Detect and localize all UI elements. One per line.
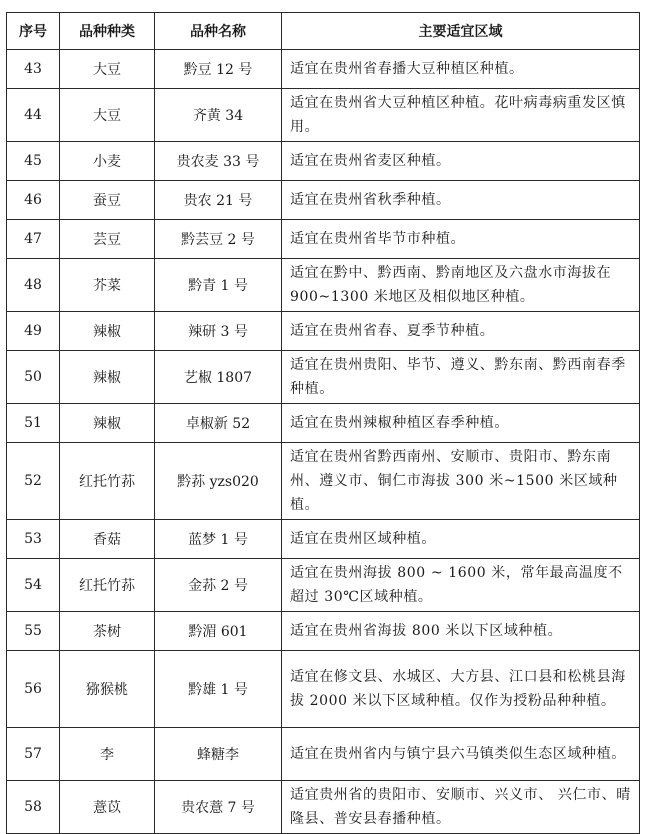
- variety-name-cell: 黔芸豆 2 号: [155, 220, 282, 259]
- suitable-region-cell: 适宜在黔中、黔西南、黔南地区及六盘水市海拔在 900~1300 米地区及相似地区种植。: [282, 259, 640, 312]
- variety-type-cell: 芥菜: [60, 259, 155, 312]
- suitable-region-cell: 适宜在贵州省内与镇宁县六马镇类似生态区域种植。: [282, 728, 640, 781]
- table-row: [7, 142, 640, 181]
- variety-type-cell: 小麦: [60, 142, 155, 181]
- variety-name-cell: 辣研 3 号: [155, 312, 282, 351]
- suitable-region-cell: 适宜在贵州省黔西南州、安顺市、贵阳市、黔东南州、遵义市、铜仁市海拔 300 米~1500 米区域种植。: [282, 443, 640, 520]
- suitable-region-cell: 适宜在贵州省秋季种植。: [282, 181, 640, 220]
- variety-name-cell: 黔湄 601: [155, 612, 282, 651]
- crop-variety-table: [6, 12, 640, 834]
- table-row: [7, 259, 640, 312]
- variety-type-cell: 红托竹荪: [60, 559, 155, 612]
- variety-type-cell: 猕猴桃: [60, 651, 155, 728]
- variety-type-cell: 大豆: [60, 50, 155, 89]
- table-row: [7, 181, 640, 220]
- variety-name-cell: 卓椒新 52: [155, 404, 282, 443]
- suitable-region-cell: 适宜在贵州省大豆种植区种植。花叶病毒病重发区慎用。: [282, 89, 640, 142]
- header-variety-name: 品种名称: [155, 13, 282, 50]
- table-header-row: [7, 13, 640, 50]
- table-row: [7, 520, 640, 559]
- header-serial-number: 序号: [7, 13, 60, 50]
- table-row: [7, 404, 640, 443]
- serial-number-cell: 56: [7, 651, 60, 728]
- serial-number-cell: 47: [7, 220, 60, 259]
- variety-name-cell: 蓝梦 1 号: [155, 520, 282, 559]
- variety-type-cell: 辣椒: [60, 404, 155, 443]
- serial-number-cell: 52: [7, 443, 60, 520]
- variety-type-cell: 辣椒: [60, 351, 155, 404]
- variety-type-cell: 红托竹荪: [60, 443, 155, 520]
- variety-name-cell: 齐黄 34: [155, 89, 282, 142]
- variety-name-cell: 金荪 2 号: [155, 559, 282, 612]
- table-row: [7, 50, 640, 89]
- table-row: [7, 651, 640, 728]
- variety-type-cell: 薏苡: [60, 781, 155, 834]
- variety-type-cell: 蚕豆: [60, 181, 155, 220]
- table-row: [7, 559, 640, 612]
- serial-number-cell: 53: [7, 520, 60, 559]
- table-row: [7, 89, 640, 142]
- variety-name-cell: 贵农薏 7 号: [155, 781, 282, 834]
- variety-name-cell: 黔荪 yzs020: [155, 443, 282, 520]
- serial-number-cell: 49: [7, 312, 60, 351]
- header-variety-type: 品种种类: [60, 13, 155, 50]
- variety-type-cell: 芸豆: [60, 220, 155, 259]
- variety-name-cell: 贵农麦 33 号: [155, 142, 282, 181]
- table-row: [7, 443, 640, 520]
- suitable-region-cell: 适宜在贵州省海拔 800 米以下区域种植。: [282, 612, 640, 651]
- variety-name-cell: 贵农 21 号: [155, 181, 282, 220]
- table-row: [7, 351, 640, 404]
- variety-type-cell: 李: [60, 728, 155, 781]
- variety-type-cell: 辣椒: [60, 312, 155, 351]
- variety-type-cell: 茶树: [60, 612, 155, 651]
- serial-number-cell: 54: [7, 559, 60, 612]
- suitable-region-cell: 适宜在贵州辣椒种植区春季种植。: [282, 404, 640, 443]
- suitable-region-cell: 适宜在贵州贵阳、毕节、遵义、黔东南、黔西南春季种植。: [282, 351, 640, 404]
- table-row: [7, 220, 640, 259]
- serial-number-cell: 46: [7, 181, 60, 220]
- table-row: [7, 612, 640, 651]
- variety-name-cell: 黔青 1 号: [155, 259, 282, 312]
- table-row: [7, 781, 640, 834]
- suitable-region-cell: 适宜在贵州省毕节市种植。: [282, 220, 640, 259]
- serial-number-cell: 45: [7, 142, 60, 181]
- suitable-region-cell: 适宜在贵州海拔 800 ~ 1600 米，常年最高温度不超过 30℃区域种植。: [282, 559, 640, 612]
- serial-number-cell: 44: [7, 89, 60, 142]
- variety-name-cell: 蜂糖李: [155, 728, 282, 781]
- serial-number-cell: 57: [7, 728, 60, 781]
- variety-name-cell: 艺椒 1807: [155, 351, 282, 404]
- serial-number-cell: 50: [7, 351, 60, 404]
- variety-name-cell: 黔雄 1 号: [155, 651, 282, 728]
- variety-type-cell: 香菇: [60, 520, 155, 559]
- suitable-region-cell: 适宜在贵州区域种植。: [282, 520, 640, 559]
- suitable-region-cell: 适宜在修文县、水城区、大方县、江口县和松桃县海拔 2000 米以下区域种植。仅作为授粉品种种植。: [282, 651, 640, 728]
- suitable-region-cell: 适宜贵州省的贵阳市、安顺市、兴义市、 兴仁市、晴隆县、普安县春播种植。: [282, 781, 640, 834]
- serial-number-cell: 55: [7, 612, 60, 651]
- suitable-region-cell: 适宜在贵州省春播大豆种植区种植。: [282, 50, 640, 89]
- variety-type-cell: 大豆: [60, 89, 155, 142]
- serial-number-cell: 43: [7, 50, 60, 89]
- suitable-region-cell: 适宜在贵州省春、夏季节种植。: [282, 312, 640, 351]
- table-row: [7, 312, 640, 351]
- header-suitable-region: 主要适宜区域: [282, 13, 640, 50]
- serial-number-cell: 48: [7, 259, 60, 312]
- table-row: [7, 728, 640, 781]
- serial-number-cell: 51: [7, 404, 60, 443]
- serial-number-cell: 58: [7, 781, 60, 834]
- suitable-region-cell: 适宜在贵州省麦区种植。: [282, 142, 640, 181]
- variety-name-cell: 黔豆 12 号: [155, 50, 282, 89]
